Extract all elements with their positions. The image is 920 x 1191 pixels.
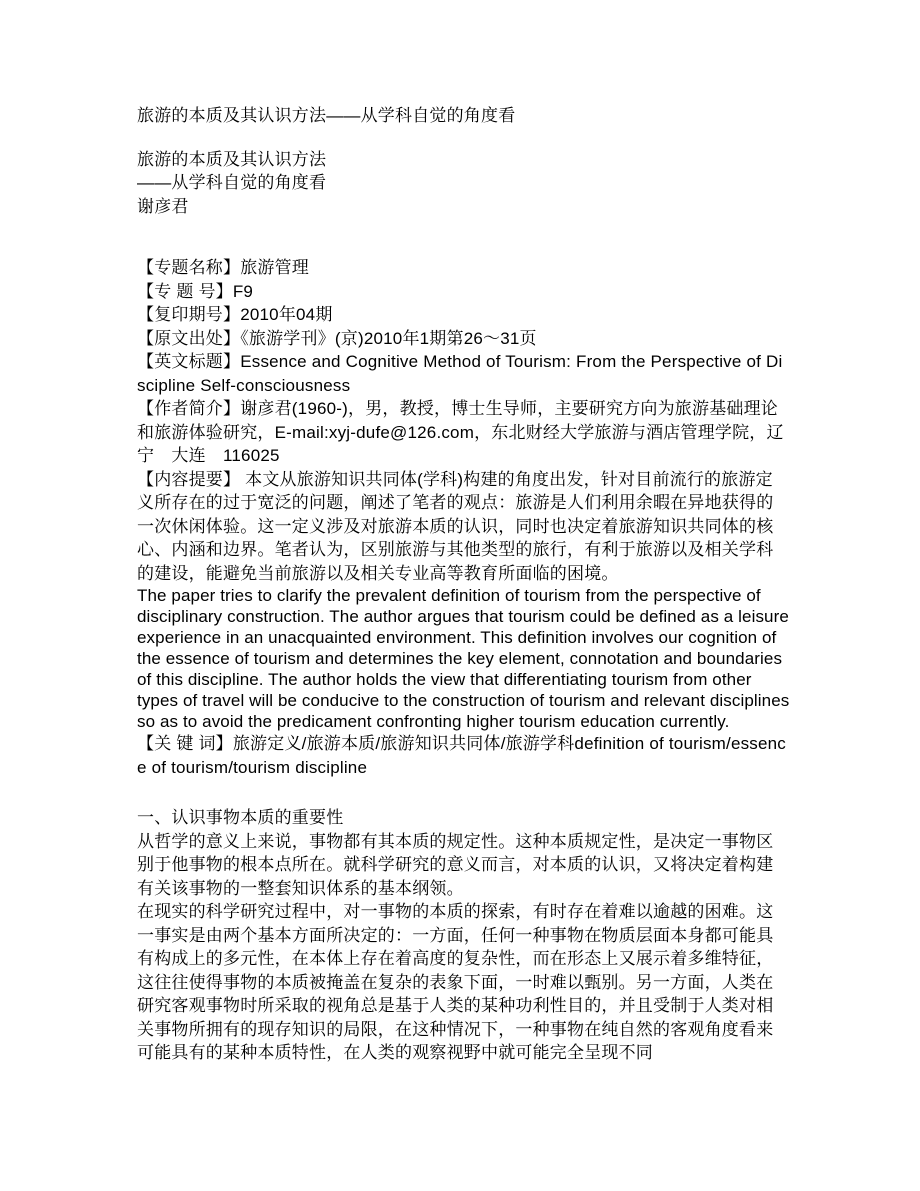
meta-abstract-english: The paper tries to clarify the prevalent definition of tourism from the perspective of disciplinary construction. The author argues that tourism could be defined as a leisure experience in an unacquainted environment. This definition involves our cognition of the essence of tourism and determines the key element, connotation and boundaries of this discipline. The author holds the view that differentiating tourism from other types of travel will be conducive to the construction of tourism and relevant disciplines so as to avoid the predicament confronting higher tourism education currently.: [137, 586, 795, 731]
meta-original-source: 【原文出处】《旅游学刊》(京)2010年1期第26～31页: [137, 328, 537, 348]
spacer: [137, 128, 790, 148]
meta-english-title: 【英文标题】Essence and Cognitive Method of Tourism: From the Perspective of Discipline Self-consciousness: [137, 352, 783, 395]
spacer: [137, 779, 790, 806]
meta-abstract-chinese: 【内容提要】 本文从旅游知识共同体(学科)构建的角度出发，针对目前流行的旅游定义所存在的过于宽泛的问题，阐述了笔者的观点：旅游是人们利用余暇在异地获得的一次休闲体验。这一定义涉及对旅游本质的认识，同时也决定着旅游知识共同体的核心、内涵和边界。笔者认为，区别旅游与其他类型的旅行，有利于旅游以及相关学科的建设，能避免当前旅游以及相关专业高等教育所面临的困境。: [137, 469, 774, 583]
document-header-title: 旅游的本质及其认识方法——从学科自觉的角度看: [137, 106, 516, 125]
meta-keywords: 【关 键 词】旅游定义/旅游本质/旅游知识共同体/旅游学科definition of tourism/essence of tourism/tourism discipline: [137, 734, 787, 777]
meta-topic-name: 【专题名称】旅游管理: [137, 258, 309, 277]
spacer: [137, 218, 790, 256]
article-subtitle: ——从学科自觉的角度看: [137, 173, 327, 192]
section-1-heading: 一、认识事物本质的重要性: [137, 808, 344, 827]
meta-topic-number: 【专 题 号】F9: [137, 281, 254, 301]
article-title: 旅游的本质及其认识方法: [137, 149, 327, 169]
section-1-paragraph-1: 从哲学的意义上来说，事物都有其本质的规定性。这种本质规定性，是决定一事物区别于他事物的根本点所在。就科学研究的意义而言，对本质的认识，又将决定着构建有关该事物的一整套知识体系的基本纲领。: [137, 831, 774, 898]
article-author: 谢彦君: [137, 196, 189, 216]
meta-author-bio: 【作者简介】谢彦君(1960-)，男，教授，博士生导师，主要研究方向为旅游基础理论和旅游体验研究，E-mail:xyj-dufe@126.com，东北财经大学旅游与酒店管理学院，辽宁 大连 116025: [137, 399, 784, 465]
section-1-paragraph-2: 在现实的科学研究过程中，对一事物的本质的探索，有时存在着难以逾越的困难。这一事实是由两个基本方面所决定的：一方面，任何一种事物在物质层面本身都可能具有构成上的多元性，在本体上存在着高度的复杂性，而在形态上又展示着多维特征，这往往使得事物的本质被掩盖在复杂的表象下面，一时难以甄别。另一方面，人类在研究客观事物时所采取的视角总是基于人类的某种功利性目的，并且受制于人类对相关事物所拥有的现存知识的局限，在这种情况下，一种事物在纯自然的客观角度看来可能具有的某种本质特性，在人类的观察视野中就可能完全呈现不同: [137, 902, 774, 1062]
meta-reprint-period: 【复印期号】2010年04期: [137, 305, 333, 324]
